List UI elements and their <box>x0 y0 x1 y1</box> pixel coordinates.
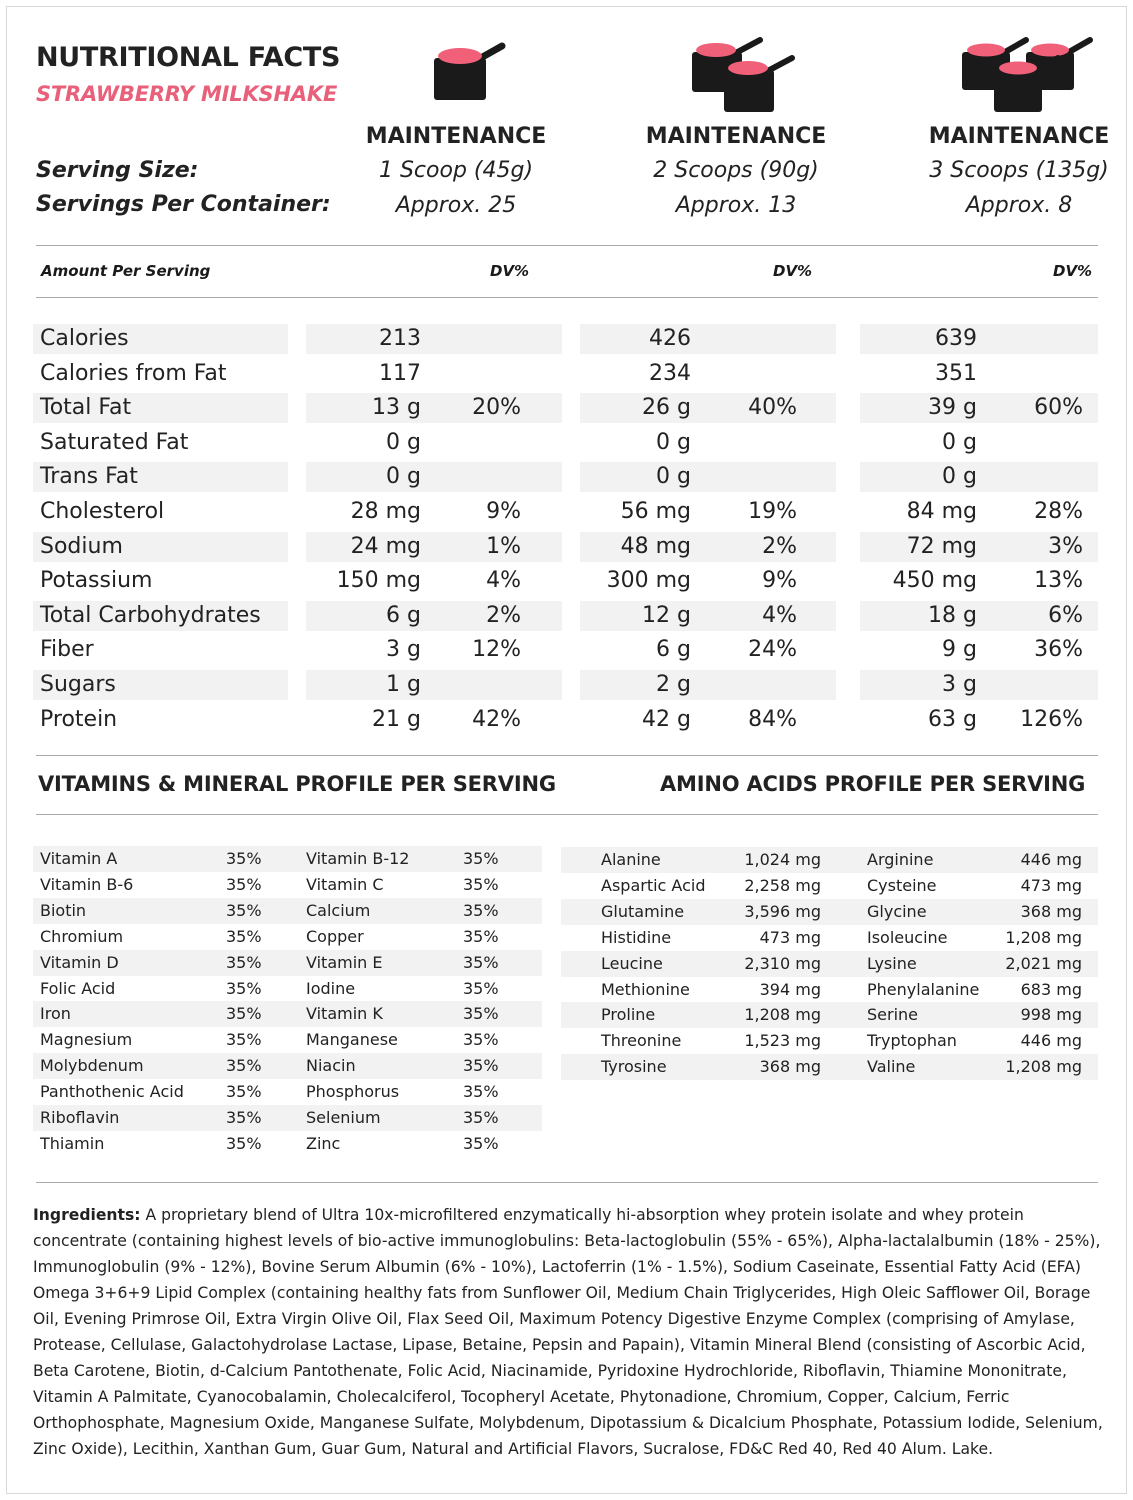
nutrient-row <box>0 635 1133 665</box>
nutrient-amount: 3 g <box>386 637 421 663</box>
amino-row <box>0 1002 1133 1028</box>
nutrient-dv <box>1003 324 1083 354</box>
nutrient-dv <box>717 324 797 354</box>
vitamin-dv: 35% <box>463 1133 499 1153</box>
nutrient-dv: 4% <box>762 602 797 628</box>
nutrient-dv: 2% <box>486 602 521 628</box>
amino-amount: 2,258 mg <box>744 875 821 895</box>
amino-name: Methionine <box>601 979 690 999</box>
vitamin-dv: 35% <box>226 1004 262 1024</box>
nutrient-amount: 0 g <box>656 464 691 490</box>
nutrient-name: Sugars <box>40 672 116 697</box>
flavor-subtitle: STRAWBERRY MILKSHAKE <box>36 82 338 106</box>
nutrient-name: Protein <box>40 706 118 732</box>
nutrient-amount: 0 g <box>942 464 977 490</box>
nutrient-amount: 39 g <box>928 395 977 421</box>
col-1-heading: MAINTENANCE <box>365 124 547 149</box>
col-1-serving-size: 1 Scoop (45g) <box>378 158 534 183</box>
nutrient-amount: 426 <box>649 326 691 351</box>
page-title: NUTRITIONAL FACTS <box>36 42 341 73</box>
vitamin-dv: 35% <box>463 926 499 946</box>
nutrient-amount: 13 g <box>372 395 421 421</box>
nutrient-dv <box>441 324 521 354</box>
nutrient-dv: 60% <box>1034 395 1083 421</box>
nutrient-name: Sodium <box>40 533 123 559</box>
nutrient-amount: 63 g <box>928 706 977 732</box>
amino-row <box>0 1028 1133 1054</box>
ingredients-body: A proprietary blend of Ultra 10x-microfiltered enzymatically hi-absorption whey protein isolate and whey protein concentrate (containing highest levels of bio-active immunoglobulins: Beta-lactoglobulin (55% - 65%), Alpha-lactalalbumin (18% - 25%), Immunoglobulin (9% - 12%), Bovine Serum Albumin (6% - 10%), Lactoferrin (1% - 1.5%), Sodium Caseinate, Essential Fatty Acid (EFA) Omega 3+6+9 Lipid Complex (containing healthy fats from Sunflower Oil, Medium Chain Triglycerides, High Oleic Safflower Oil, Borage Oil, Evening Primrose Oil, Extra Virgin Olive Oil, Flax Seed Oil, Maximum Potency Digestive Enzyme Complex (comprising of Amylase, Protease, Cellulase, Galactohydrolase Lactase, Lipase, Betaine, Pepsin and Papain), Vitamin Mineral Blend (consisting of Ascorbic Acid, Beta Carotene, Biotin, d-Calcium Pantothenate, Folic Acid, Niacinamide, Pyridoxine Hydrochloride, Riboflavin, Thiamine Mononitrate, Vitamin A Palmitate, Cyanocobalamin, Cholecalciferol, Tocopheryl Acetate, Phytonadione, Chromium, Copper, Calcium, Ferric Orthophosphate, Magnesium Oxide, Manganese Sulfate, Molybdenum, Dipotassium & Dicalcium Phosphate, Potassium Iodide, Selenium, Zinc Oxide), Lecithin, Xanthan Gum, Guar Gum, Natural and Artificial Flavors, Sucralose, FD&C Red 40, Red 40 Alum. Lake. <box>33 1206 1103 1458</box>
amino-name: Valine <box>867 1057 916 1077</box>
amino-row <box>0 951 1133 977</box>
col-3-heading: MAINTENANCE <box>928 124 1110 149</box>
divider <box>36 297 1098 298</box>
vitamin-dv: 35% <box>463 1056 499 1076</box>
amino-name: Phenylalanine <box>867 979 980 999</box>
nutrient-amount: 42 g <box>642 706 691 732</box>
nutrient-amount: 450 mg <box>892 568 977 594</box>
nutrient-amount: 18 g <box>928 602 977 628</box>
nutrient-row <box>0 566 1133 596</box>
vitamin-name: Thiamin <box>40 1133 105 1153</box>
amino-row <box>0 899 1133 925</box>
nutrient-amount: 72 mg <box>906 533 977 559</box>
vitamin-name: Copper <box>306 926 364 946</box>
vitamin-name: Iron <box>40 1004 71 1024</box>
one-scoop-icon <box>430 38 510 102</box>
nutrient-dv: 4% <box>486 568 521 594</box>
nutrient-amount: 3 g <box>942 672 977 697</box>
nutrient-amount: 28 mg <box>350 499 421 524</box>
amino-row <box>0 1054 1133 1080</box>
nutrient-dv <box>717 428 797 458</box>
nutrient-row <box>0 428 1133 458</box>
vitamin-dv: 35% <box>463 900 499 920</box>
amino-name: Serine <box>867 1005 919 1025</box>
amino-name: Isoleucine <box>867 927 948 947</box>
nutrient-name: Trans Fat <box>40 464 138 490</box>
vitamin-dv: 35% <box>463 1108 499 1127</box>
nutrient-name: Cholesterol <box>40 499 165 524</box>
two-scoops-icon <box>690 36 800 116</box>
vitamin-name: Vitamin B-6 <box>40 874 134 894</box>
col-3-servings: Approx. 8 <box>965 193 1073 218</box>
vitamin-name: Selenium <box>306 1108 381 1127</box>
nutrient-dv: 9% <box>762 568 797 594</box>
nutrient-dv: 28% <box>1034 499 1083 524</box>
nutrient-row <box>0 532 1133 562</box>
vitamin-dv: 35% <box>226 1056 262 1076</box>
nutrient-amount: 21 g <box>372 706 421 732</box>
vitamins-section-title: VITAMINS & MINERAL PROFILE PER SERVING <box>38 772 556 796</box>
col-1-servings: Approx. 25 <box>395 193 517 218</box>
vitamin-name: Zinc <box>306 1133 341 1153</box>
col-2-heading: MAINTENANCE <box>645 124 827 149</box>
dv-header-1: DV% <box>490 262 530 280</box>
amino-amount: 394 mg <box>759 979 821 999</box>
nutrient-dv <box>1003 462 1083 492</box>
amino-name: Histidine <box>601 927 672 947</box>
nutrient-amount: 2 g <box>656 672 691 697</box>
nutrient-amount: 0 g <box>656 429 691 455</box>
servings-per-container-label: Servings Per Container: <box>36 192 331 217</box>
nutrient-name: Potassium <box>40 568 153 594</box>
nutrient-dv: 1% <box>486 533 521 559</box>
nutrient-amount: 84 mg <box>906 499 977 524</box>
nutrient-dv: 40% <box>748 395 797 421</box>
nutrient-name: Saturated Fat <box>40 429 189 455</box>
vitamin-dv: 35% <box>463 952 499 972</box>
vitamin-dv: 35% <box>226 900 262 920</box>
nutrient-dv: 24% <box>748 637 797 663</box>
amino-amount: 368 mg <box>1020 901 1082 921</box>
vitamin-dv: 35% <box>226 849 262 868</box>
divider <box>36 245 1098 246</box>
nutrient-dv: 126% <box>1020 706 1083 732</box>
vitamin-name: Molybdenum <box>40 1056 144 1076</box>
vitamin-name: Calcium <box>306 900 371 920</box>
nutrient-amount: 0 g <box>386 429 421 455</box>
vitamin-name: Folic Acid <box>40 978 116 998</box>
amino-name: Lysine <box>867 953 917 973</box>
vitamin-name: Phosphorus <box>306 1082 400 1102</box>
amino-name: Tryptophan <box>867 1031 957 1051</box>
dv-header-3: DV% <box>1053 262 1093 280</box>
nutrient-dv: 42% <box>472 706 521 732</box>
nutrient-dv <box>441 428 521 458</box>
vitamin-dv: 35% <box>226 1082 262 1102</box>
amino-name: Alanine <box>601 850 661 869</box>
vitamin-name: Vitamin C <box>306 874 384 894</box>
nutrient-amount: 300 mg <box>606 568 691 594</box>
amino-amount: 2,021 mg <box>1005 953 1082 973</box>
nutrient-name: Fiber <box>40 637 94 663</box>
nutrient-dv: 20% <box>472 395 521 421</box>
vitamin-name: Vitamin E <box>306 952 383 972</box>
amino-row <box>0 925 1133 951</box>
nutrient-amount: 351 <box>935 360 977 386</box>
nutrient-amount: 9 g <box>942 637 977 663</box>
amino-amount: 1,523 mg <box>744 1031 821 1051</box>
vitamin-dv: 35% <box>226 978 262 998</box>
nutrient-name: Total Carbohydrates <box>40 602 261 628</box>
vitamin-name: Niacin <box>306 1056 356 1076</box>
amino-row <box>0 873 1133 899</box>
vitamin-dv: 35% <box>463 978 499 998</box>
nutrient-name: Total Fat <box>40 395 132 421</box>
vitamin-row <box>0 1105 1133 1131</box>
nutrient-amount: 12 g <box>642 602 691 628</box>
amino-amount: 368 mg <box>759 1057 821 1077</box>
amino-amount: 473 mg <box>1020 875 1082 895</box>
nutrient-dv <box>717 670 797 700</box>
nutrient-row <box>0 670 1133 700</box>
col-3-serving-size: 3 Scoops (135g) <box>929 158 1109 183</box>
nutrient-dv <box>1003 428 1083 458</box>
nutrient-amount: 6 g <box>656 637 691 663</box>
vitamin-dv: 35% <box>226 1133 262 1153</box>
nutrient-dv <box>717 359 797 389</box>
three-scoops-icon <box>958 36 1098 116</box>
nutrient-amount: 0 g <box>942 429 977 455</box>
amino-amount: 1,208 mg <box>744 1005 821 1025</box>
nutrient-dv <box>441 359 521 389</box>
vitamin-dv: 35% <box>226 874 262 894</box>
nutrient-dv <box>441 670 521 700</box>
vitamin-dv: 35% <box>463 1004 499 1024</box>
nutrient-dv: 36% <box>1034 637 1083 663</box>
amino-name: Aspartic Acid <box>601 875 706 895</box>
amino-amount: 2,310 mg <box>744 953 821 973</box>
nutrient-dv: 84% <box>748 706 797 732</box>
nutrient-amount: 1 g <box>386 672 421 697</box>
amino-amount: 446 mg <box>1020 850 1082 869</box>
amino-name: Cysteine <box>867 875 937 895</box>
serving-size-label: Serving Size: <box>36 158 199 183</box>
vitamin-name: Vitamin A <box>40 849 118 868</box>
nutrient-dv: 13% <box>1034 568 1083 594</box>
amino-row <box>0 977 1133 1003</box>
nutrient-amount: 639 <box>935 326 977 351</box>
vitamin-name: Vitamin B-12 <box>306 849 410 868</box>
amino-name: Glutamine <box>601 901 685 921</box>
nutrient-amount: 117 <box>379 360 421 386</box>
nutrient-dv: 12% <box>472 637 521 663</box>
amino-amount: 683 mg <box>1020 979 1082 999</box>
vitamin-row <box>0 1131 1133 1157</box>
nutrient-dv: 19% <box>748 499 797 524</box>
vitamin-dv: 35% <box>226 952 262 972</box>
vitamin-name: Biotin <box>40 900 87 920</box>
nutrient-amount: 213 <box>379 326 421 351</box>
amino-name: Leucine <box>601 953 663 973</box>
nutrient-dv: 3% <box>1048 533 1083 559</box>
amino-name: Proline <box>601 1005 656 1025</box>
vitamin-name: Panthothenic Acid <box>40 1082 184 1102</box>
vitamin-name: Iodine <box>306 978 356 998</box>
vitamin-name: Chromium <box>40 926 124 946</box>
amount-per-serving-label: Amount Per Serving <box>41 262 211 280</box>
nutrient-row <box>0 324 1133 354</box>
vitamin-dv: 35% <box>463 874 499 894</box>
amino-amount: 1,208 mg <box>1005 1057 1082 1077</box>
amino-amount: 473 mg <box>759 927 821 947</box>
nutrient-row <box>0 705 1133 735</box>
vitamin-name: Vitamin D <box>40 952 119 972</box>
nutrient-amount: 24 mg <box>350 533 421 559</box>
amino-amount: 1,024 mg <box>744 850 821 869</box>
vitamin-name: Vitamin K <box>306 1004 383 1024</box>
nutrient-row <box>0 601 1133 631</box>
vitamin-name: Riboflavin <box>40 1108 120 1127</box>
vitamin-dv: 35% <box>226 926 262 946</box>
vitamin-dv: 35% <box>463 1082 499 1102</box>
amino-amount: 3,596 mg <box>744 901 821 921</box>
vitamin-name: Magnesium <box>40 1030 133 1050</box>
amino-amount: 446 mg <box>1020 1031 1082 1051</box>
divider <box>36 1182 1098 1183</box>
nutrient-row <box>0 393 1133 423</box>
vitamin-dv: 35% <box>463 849 499 868</box>
amino-amount: 998 mg <box>1020 1005 1082 1025</box>
amino-name: Tyrosine <box>601 1057 667 1077</box>
divider <box>36 814 1098 815</box>
nutrient-dv <box>441 462 521 492</box>
dv-header-2: DV% <box>773 262 813 280</box>
ingredients-text <box>33 1202 1103 1462</box>
nutrient-row <box>0 497 1133 527</box>
amino-amount: 1,208 mg <box>1005 927 1082 947</box>
col-2-serving-size: 2 Scoops (90g) <box>653 158 819 183</box>
nutrient-amount: 56 mg <box>620 499 691 524</box>
vitamin-name: Manganese <box>306 1030 398 1050</box>
nutrient-name: Calories <box>40 326 129 351</box>
vitamin-dv: 35% <box>226 1030 262 1050</box>
nutrient-row <box>0 359 1133 389</box>
divider <box>36 755 1098 756</box>
nutrient-row <box>0 462 1133 492</box>
nutrient-amount: 150 mg <box>336 568 421 594</box>
amino-name: Glycine <box>867 901 927 921</box>
ingredients-label: Ingredients: <box>33 1206 141 1224</box>
nutrient-dv: 2% <box>762 533 797 559</box>
amino-section-title: AMINO ACIDS PROFILE PER SERVING <box>660 772 1086 796</box>
amino-row <box>0 847 1133 873</box>
nutrient-amount: 234 <box>649 360 691 386</box>
nutrient-name: Calories from Fat <box>40 360 227 386</box>
amino-name: Threonine <box>601 1031 682 1051</box>
nutrient-amount: 0 g <box>386 464 421 490</box>
vitamin-dv: 35% <box>463 1030 499 1050</box>
nutrient-amount: 48 mg <box>620 533 691 559</box>
amino-name: Arginine <box>867 850 934 869</box>
nutrient-dv <box>1003 670 1083 700</box>
nutrient-amount: 6 g <box>386 602 421 628</box>
vitamin-row <box>0 1079 1133 1105</box>
nutrient-dv: 9% <box>486 499 521 524</box>
vitamin-dv: 35% <box>226 1108 262 1127</box>
col-2-servings: Approx. 13 <box>675 193 797 218</box>
nutrient-dv <box>717 462 797 492</box>
nutrient-amount: 26 g <box>642 395 691 421</box>
nutrient-dv: 6% <box>1048 602 1083 628</box>
nutrient-dv <box>1003 359 1083 389</box>
